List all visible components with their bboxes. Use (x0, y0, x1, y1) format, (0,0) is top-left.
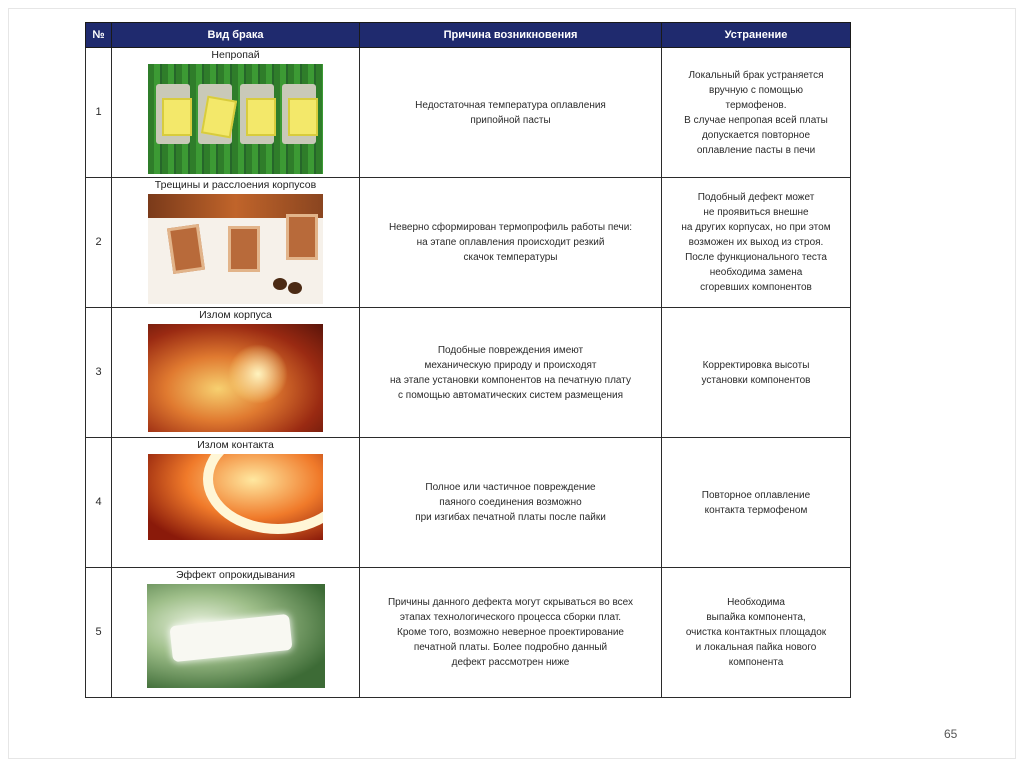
chip-component (246, 98, 276, 136)
row-number: 1 (86, 48, 112, 178)
fix-line: допускается повторное (701, 129, 811, 141)
cause-line: печатной платы. Более подробно данный (413, 642, 608, 653)
defect-title: Излом корпуса (199, 309, 272, 321)
cause-line: паяного соединения возможно (439, 497, 582, 508)
page-number: 65 (944, 727, 958, 741)
defect-cell (112, 178, 360, 308)
photo-glare (228, 344, 288, 404)
defect-photo-cracks (148, 194, 323, 304)
cause-cell (360, 48, 662, 178)
fix-line: выпайка компонента, (706, 612, 806, 623)
defect-title: Трещины и расслоения корпусов (154, 179, 317, 191)
cause-line: Полное или частичное повреждение (425, 482, 596, 493)
cause-line: припойной пасты (470, 114, 551, 126)
fix-line: необходима замена (709, 267, 803, 278)
header-cause: Причина возникновения (360, 23, 662, 48)
cause-line: Недостаточная температура оплавления (415, 99, 606, 111)
cause-line: Кроме того, возможно неверное проектирование (397, 627, 624, 638)
header-fix: Устранение (662, 23, 851, 48)
fix-cell (662, 178, 851, 308)
header-num: № (86, 23, 112, 48)
cause-line: при изгибах печатной платы после пайки (415, 512, 606, 523)
fix-line: После функционального теста (685, 252, 827, 263)
defect-cell (112, 48, 360, 178)
fix-line: компонента (728, 657, 784, 668)
defect-cell (112, 438, 360, 568)
defect-title: Непропай (211, 49, 260, 61)
fix-line: установки компонентов (701, 374, 811, 386)
table-row (86, 308, 851, 438)
chip-component (167, 224, 205, 274)
fix-cell (662, 48, 851, 178)
row-number: 3 (86, 308, 112, 438)
cause-line: с помощью автоматических систем размещения (398, 389, 623, 401)
defect-photo-broken-case (148, 324, 323, 432)
fix-line: Необходима (727, 597, 785, 608)
cause-line: Подобные повреждения имеют (437, 344, 584, 356)
solder-blob (288, 282, 302, 294)
table-row (86, 178, 851, 308)
fix-line: вручную с помощью (709, 84, 803, 96)
cause-line: на этапе установки компонентов на печатную плату (390, 374, 631, 386)
cause-cell (360, 308, 662, 438)
chip-component (169, 614, 292, 662)
defect-photo-broken-contact (148, 454, 323, 540)
defect-photo-tombstone (147, 584, 325, 688)
fix-line: термофенов. (725, 99, 787, 111)
fix-line: возможен их выход из строя. (688, 237, 824, 248)
cause-cell (360, 178, 662, 308)
photo-arc (203, 454, 323, 534)
defect-title: Излом контакта (197, 439, 274, 451)
fix-line: Подобный дефект может (697, 192, 815, 203)
fix-line: Корректировка высоты (702, 359, 810, 371)
fix-cell (662, 308, 851, 438)
chip-component (286, 214, 318, 260)
cause-line: скачок температуры (463, 252, 558, 263)
cause-line: Причины данного дефекта могут скрываться во всех (387, 597, 634, 608)
fix-cell (662, 438, 851, 568)
cause-line: механическую природу и происходят (424, 359, 597, 371)
row-number: 2 (86, 178, 112, 308)
defect-photo-no-solder (148, 64, 323, 174)
defect-cell (112, 568, 360, 698)
header-defect: Вид брака (112, 23, 360, 48)
cause-line: Неверно сформирован термопрофиль работы печи: (388, 222, 633, 233)
solder-blob (273, 278, 287, 290)
row-number: 5 (86, 568, 112, 698)
cause-line: на этапе оплавления происходит резкий (416, 237, 605, 248)
fix-line: не проявиться внешне (703, 207, 809, 218)
table-row (86, 48, 851, 178)
chip-component (162, 98, 192, 136)
fix-line: и локальная пайка нового (695, 642, 817, 653)
table-row (86, 438, 851, 568)
chip-component (288, 98, 318, 136)
fix-cell (662, 568, 851, 698)
fix-line: В случае непропая всей платы (684, 114, 828, 126)
fix-line: оплавление пасты в печи (696, 144, 816, 156)
defect-title: Эффект опрокидывания (175, 569, 296, 581)
cause-cell (360, 438, 662, 568)
fix-line: Локальный брак устраняется (688, 69, 824, 81)
fix-line: очистка контактных площадок (685, 627, 827, 638)
fix-line: Повторное оплавление (701, 489, 811, 501)
header-row (86, 23, 851, 48)
cause-cell (360, 568, 662, 698)
table-row (86, 568, 851, 698)
fix-line: контакта термофеном (704, 504, 808, 516)
fix-line: на других корпусах, но при этом (681, 222, 831, 233)
fix-line: сгоревших компонентов (700, 282, 812, 293)
cause-line: дефект рассмотрен ниже (451, 657, 570, 668)
chip-component (228, 226, 260, 272)
cause-line: этапах технологического процесса сборки плат. (399, 612, 622, 623)
defect-table (85, 22, 851, 698)
row-number: 4 (86, 438, 112, 568)
defect-cell (112, 308, 360, 438)
